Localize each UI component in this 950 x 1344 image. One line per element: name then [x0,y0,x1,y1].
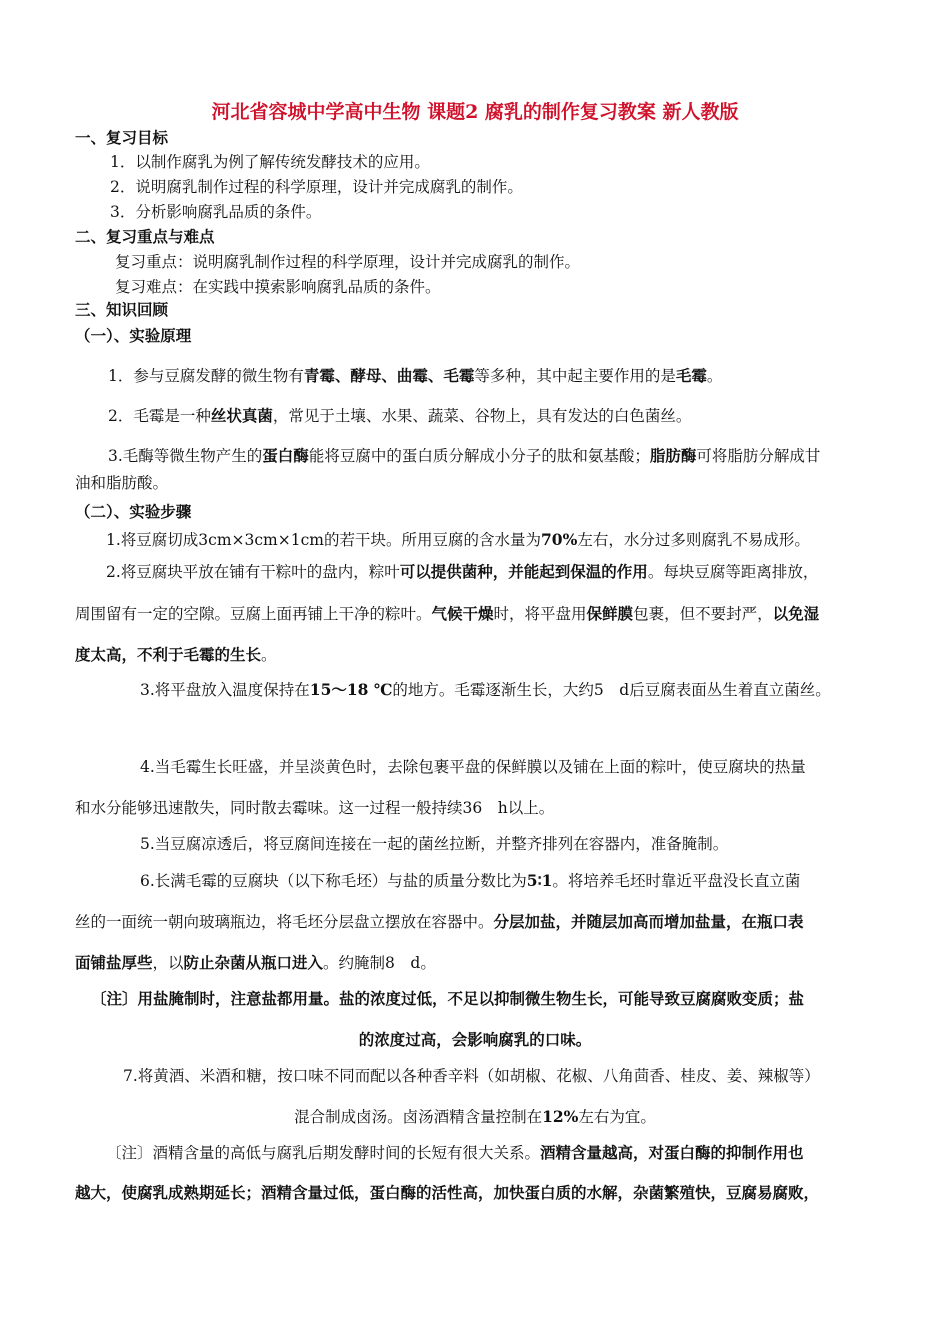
step-2-line-3: 度太高，不利于毛霉的生长。 [75,645,277,664]
step-7-line-1: 7.将黄酒、米酒和糖，按口味不同而配以各种香辛料（如胡椒、花椒、八角茴香、桂皮、姜、辣椒等） [123,1067,820,1085]
note-2-line-1: 〔注〕酒精含量的高低与腐乳后期发酵时间的长短有很大关系。酒精含量越高，对蛋白酶的抑制作用也 [106,1143,804,1162]
key-point-text: 复习重点：说明腐乳制作过程的科学原理，设计并完成腐乳的制作。 [115,253,581,271]
step-6-line-1: 6.长满毛霉的豆腐块（以下称毛坯）与盐的质量分数比为5∶1。将培养毛坯时靠近平盘没长直立菌 [140,871,801,890]
step-4-line-1: 4.当毛霉生长旺盛，并呈淡黄色时，去除包裹平盘的保鲜膜以及铺在上面的粽叶，使豆腐块的热量 [140,758,806,776]
step-6-line-3: 面铺盐厚些，以防止杂菌从瓶口进入。约腌制8 d。 [75,953,436,972]
subsection-heading-steps: （二）、实验步骤 [75,502,192,521]
note-1-line-2: 的浓度过高，会影响腐乳的口味。 [358,1030,592,1049]
difficult-point-text: 复习难点：在实践中摸索影响腐乳品质的条件。 [115,278,441,296]
step-2-line-1: 2.将豆腐块平放在铺有干粽叶的盘内，粽叶可以提供菌种，并能起到保温的作用。每块豆腐等距离排放， [106,562,819,581]
subsection-heading-principle: （一）、实验原理 [75,326,192,345]
note-1-line-1: 〔注〕用盐腌制时，注意盐都用量。盐的浓度过低，不足以抑制微生物生长，可能导致豆腐腐败变质；盐 [91,989,805,1008]
section-heading-key-points: 二、复习重点与难点 [75,227,215,246]
principle-paragraph-1: 1．参与豆腐发酵的微生物有青霉、酵母、曲霉、毛霉等多种，其中起主要作用的是毛霉。 [108,366,723,385]
objective-item-2: 2．说明腐乳制作过程的科学原理，设计并完成腐乳的制作。 [110,178,523,196]
principle-paragraph-2: 2．毛霉是一种丝状真菌，常见于土壤、水果、蔬菜、谷物上，具有发达的白色菌丝。 [108,406,692,425]
step-7-line-2: 混合制成卤汤。卤汤酒精含量控制在12%左右为宜。 [294,1107,656,1126]
note-2-line-2: 越大，使腐乳成熟期延长；酒精含量过低，蛋白酶的活性高，加快蛋白质的水解，杂菌繁殖快，豆腐易腐败， [75,1183,820,1202]
objective-item-1: 1．以制作腐乳为例了解传统发酵技术的应用。 [110,153,430,171]
objective-item-3: 3．分析影响腐乳品质的条件。 [110,203,322,221]
principle-paragraph-3-line-2: 油和脂肪酸。 [75,474,169,492]
step-3: 3.将平盘放入温度保持在15～18 ℃的地方。毛霉逐渐生长，大约5 d后豆腐表面丛生着直立菌丝。 [140,680,831,699]
section-heading-objectives: 一、复习目标 [75,128,169,147]
principle-paragraph-3-line-1: 3.毛酶等微生物产生的蛋白酶能将豆腐中的蛋白质分解成小分子的肽和氨基酸；脂肪酶可将脂肪分解成甘 [108,446,821,465]
step-6-line-2: 丝的一面统一朝向玻璃瓶边，将毛坯分层盘立摆放在容器中。分层加盐，并随层加高而增加盐量，在瓶口表 [75,912,804,931]
step-4-line-2: 和水分能够迅速散失，同时散去霉味。这一过程一般持续36 h以上。 [75,799,555,817]
step-5: 5.当豆腐凉透后，将豆腐间连接在一起的菌丝拉断，并整齐排列在容器内，准备腌制。 [140,835,729,853]
step-2-line-2: 周围留有一定的空隙。豆腐上面再铺上干净的粽叶。气候干燥时，将平盘用保鲜膜包裹，但不要封严，以免湿 [75,604,820,623]
step-1: 1.将豆腐切成3cm×3cm×1cm的若干块。所用豆腐的含水量为70%左右，水分过多则腐乳不易成形。 [106,530,810,549]
section-heading-review: 三、知识回顾 [75,300,169,319]
document-title: 河北省容城中学高中生物 课题2 腐乳的制作复习教案 新人教版 [211,101,739,123]
